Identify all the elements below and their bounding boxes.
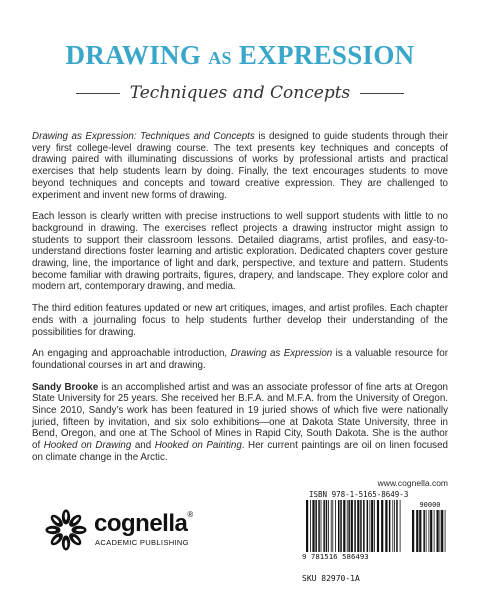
paragraph-text: . Her current paintings are oil on linen focused on climate change in the Arctic. <box>32 440 448 463</box>
barcode-bar <box>354 500 356 552</box>
barcode-bar <box>370 500 371 552</box>
barcode-bar <box>347 500 348 552</box>
barcode-bar <box>335 500 336 552</box>
book-title-inline: Drawing as Expression: Techniques and Concepts <box>32 131 255 142</box>
barcode-bar <box>377 500 379 552</box>
title-word-drawing: DRAWING <box>65 40 202 70</box>
barcode-bar <box>323 500 325 552</box>
subtitle-rule-left <box>76 93 120 94</box>
barcode-bar <box>430 510 432 552</box>
book-title <box>0 40 480 73</box>
book-subtitle: Techniques and Concepts <box>129 83 351 103</box>
description-paragraph: Each lesson is clearly written with precise instructions to well support students with little to no background in drawing. The exercises reflect projects a drawing instructor might assign to students to support their classroom lessons. Detailed diagrams, artist profiles, and easy-to-understand directions foster learning and artistic exploration. Dedicated chapters cover gesture drawing, line, the importance of light and dark, perspective, and texture and pattern. Students become familiar with drawing portraits, figures, drapery, and landscape. They explore color and modern art, contemporary drawing, and media. <box>32 211 448 293</box>
paragraph-text: and <box>131 440 155 452</box>
barcode-bar <box>437 510 439 552</box>
paragraph-text: An engaging and approachable introduction, <box>32 348 231 360</box>
description-paragraph <box>32 348 448 371</box>
barcode-bar <box>396 500 398 552</box>
sku-label: SKU 82970-1A <box>302 574 360 583</box>
title-word-expression: EXPRESSION <box>238 40 415 70</box>
barcode-bar <box>381 500 383 552</box>
paragraph-text: is a valuable resource for foundational courses in art and drawing. <box>32 348 448 371</box>
barcode-bar <box>315 500 317 552</box>
paragraph-text: is designed to guide students through their very first college-level drawing course. The text presents key techniques and concepts of drawing paired with illuminating discussions of works by professional artists and practical exercises that help students learn by doing. Finally, the text encourages students to move beyond techniques and concepts and toward creative expression. They are challenged to experiment and invent new forms of drawing. <box>32 131 449 201</box>
barcode-bar <box>340 500 342 552</box>
book-title-inline: Hooked on Drawing <box>43 440 132 452</box>
isbn-label: ISBN 978-1-5165-8649-3 <box>309 490 409 499</box>
barcode-bar <box>400 500 401 552</box>
barcode-bar <box>338 500 340 552</box>
barcode-block <box>302 490 450 600</box>
description-paragraph <box>32 131 448 201</box>
barcode-bar <box>328 500 329 552</box>
barcode-bar <box>357 500 359 552</box>
barcode-bar <box>426 510 427 552</box>
author-bio <box>32 382 448 464</box>
title-word-as: AS <box>208 48 232 68</box>
paragraph-text: is an accomplished artist and was an associate professor of fine arts at Oregon State University for 25 years. She received her B.F.A. and M.F.A. from the University of Oregon. Since 2010, Sandy’s work has been featured in 19 juried shows of which five were nationally juried, fifteen by invitation, and six solo exhibitions—one at Dakota State University, three in Bend, Oregon, and one at The School of Mines in Rapid City, South Dakota. She is the author of <box>32 381 448 452</box>
barcode-bar <box>360 500 362 552</box>
barcode-bar <box>367 500 369 552</box>
barcode-bar <box>389 500 391 552</box>
barcode-bar <box>312 500 314 552</box>
barcode-bar <box>385 500 387 552</box>
barcode-bar <box>306 500 308 552</box>
subtitle-row <box>0 80 480 106</box>
barcode-image <box>302 500 450 554</box>
barcode-bar <box>326 500 328 552</box>
cognella-flower-icon <box>44 508 88 552</box>
barcode-bar <box>423 510 425 552</box>
logo-wordmark <box>94 510 193 538</box>
barcode-bar <box>310 500 311 552</box>
book-title-inline: Drawing as Expression <box>230 348 333 360</box>
barcode-bar <box>441 510 443 552</box>
subtitle-rule-right <box>360 93 404 94</box>
barcode-bar <box>321 500 322 552</box>
logo-tagline: ACADEMIC PUBLISHING <box>95 538 189 547</box>
barcode-bar <box>394 500 395 552</box>
book-title-inline: Hooked on Painting <box>154 440 242 452</box>
publisher-url: www.cognella.com <box>377 478 448 488</box>
barcode-bar <box>445 510 446 552</box>
barcode-bar <box>343 500 345 552</box>
logo-word: cognella <box>94 510 188 537</box>
barcode-bar <box>363 500 365 552</box>
author-name: Sandy Brooke <box>32 381 99 393</box>
barcode-bar <box>318 500 320 552</box>
price-code: 90000 <box>419 501 441 509</box>
barcode-bar <box>351 500 353 552</box>
barcode-bar <box>412 510 414 552</box>
description-paragraph: The third edition features updated or new art critiques, images, and artist profiles. Each chapter ends with a journaling focus to help students further develop their understanding of the possibilities for drawing. <box>32 303 448 338</box>
isbn-digits: 9 781516 586493 <box>302 552 369 561</box>
barcode-bar <box>429 510 430 552</box>
barcode-bar <box>331 500 332 552</box>
barcode-bar <box>332 500 333 552</box>
barcode-bar <box>434 510 435 552</box>
barcode-bar <box>440 510 441 552</box>
barcode-bar <box>416 510 418 552</box>
registered-mark: ® <box>187 510 193 519</box>
barcode-bar <box>371 500 373 552</box>
barcode-bar <box>392 500 393 552</box>
publisher-logo <box>44 506 214 554</box>
description-body <box>32 131 448 464</box>
barcode-bar <box>374 500 375 552</box>
barcode-bar <box>419 510 421 552</box>
barcode-bar <box>348 500 350 552</box>
